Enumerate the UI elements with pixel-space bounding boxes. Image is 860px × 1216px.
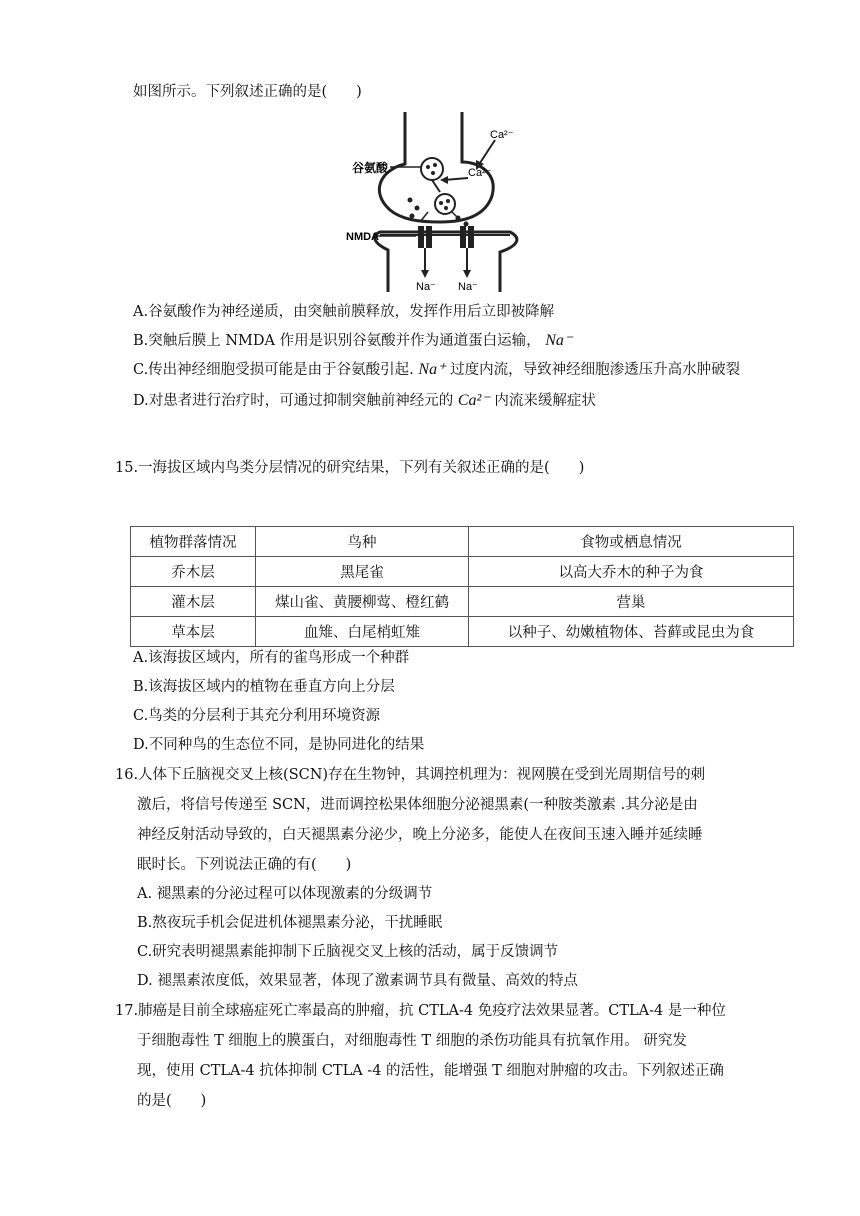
table-cell: 以种子、幼嫩植物体、苔藓或昆虫为食	[469, 617, 794, 647]
q15-stem: 15.一海拔区域内鸟类分层情况的研究结果，下列有关叙述正确的是( )	[115, 460, 585, 476]
q16-line-4: 眠时长。下列说法正确的有( )	[137, 857, 352, 873]
bird-layer-table	[130, 526, 794, 647]
q16-option-a: A. 褪黑素的分泌过程可以体现激素的分级调节	[137, 886, 433, 902]
q15-option-d: D.不同种鸟的生态位不同，是协同进化的结果	[133, 737, 425, 753]
q14-option-c-pre: C.传出神经细胞受损可能是由于谷氨酸引起.	[133, 362, 414, 378]
q17-line-4: 的是( )	[137, 1093, 207, 1109]
sodium-label-left: Na⁻	[416, 281, 436, 292]
nmda-label: NMDA	[346, 231, 379, 243]
sodium-label-right: Na⁻	[458, 281, 478, 292]
q17-line-2: 于细胞毒性 T 细胞上的膜蛋白，对细胞毒性 T 细胞的杀伤功能具有抗氧作用。 研究发	[137, 1033, 687, 1049]
calcium-label-mid: Ca²⁻	[468, 167, 492, 179]
table-cell: 草本层	[131, 617, 256, 647]
table-cell: 营巢	[469, 587, 794, 617]
table-cell: 乔木层	[131, 557, 256, 587]
table-cell: 煤山雀、黄腰柳莺、橙红鹤	[256, 587, 469, 617]
table-cell: 以高大乔木的种子为食	[469, 557, 794, 587]
q14-option-d	[133, 391, 596, 411]
q14-option-c	[133, 360, 740, 380]
table-header-row	[131, 527, 794, 557]
q14-option-c-ion: Na⁺	[418, 361, 446, 378]
table-cell: 血雉、白尾梢虹雉	[256, 617, 469, 647]
q14-option-b-ion: Na⁻	[545, 332, 573, 349]
q14-option-d-ion: Ca²⁻	[457, 392, 490, 409]
q14-option-a: A.谷氨酸作为神经递质，由突触前膜释放，发挥作用后立即被降解	[133, 304, 555, 320]
q16-line-1: 16.人体下丘脑视交叉上核(SCN)存在生物钟，其调控机理为：视网膜在受到光周期信号的刺	[115, 767, 706, 783]
table-header-cell: 植物群落情况	[131, 527, 256, 557]
table-header-cell: 鸟种	[256, 527, 469, 557]
q16-option-d: D. 褪黑素浓度低，效果显著，体现了激素调节具有微量、高效的特点	[137, 973, 578, 989]
calcium-label-top: Ca²⁻	[490, 129, 514, 141]
table-row	[131, 617, 794, 647]
q16-line-2: 激后，将信号传递至 SCN，进而调控松果体细胞分泌褪黑素(一种胺类激素 .其分泌是由	[137, 797, 698, 813]
q15-option-a: A.该海拔区域内，所有的雀鸟形成一个种群	[133, 650, 410, 666]
q14-stem-tail: 如图所示。下列叙述正确的是( )	[133, 84, 362, 100]
q15-option-c: C.鸟类的分层利于其充分利用环境资源	[133, 708, 381, 724]
q14-option-d-pre: D.对患者进行治疗时，可通过抑制突触前神经元的	[133, 393, 454, 409]
q16-option-b: B.熬夜玩手机会促进机体褪黑素分泌，干扰睡眠	[137, 915, 443, 931]
q16-option-c: C.研究表明褪黑素能抑制下丘脑视交叉上核的活动，属于反馈调节	[137, 944, 559, 960]
q14-option-d-post: 内流来缓解症状	[494, 393, 596, 409]
q14-option-c-post: 过度内流，导致神经细胞渗透压升高水肿破裂	[450, 362, 741, 378]
q14-option-b	[133, 331, 572, 351]
q16-line-3: 神经反射活动导致的，白天褪黑素分泌少，晚上分泌多，能使人在夜间玉速入睡并延续睡	[137, 827, 703, 843]
q17-line-3: 现，使用 CTLA-4 抗体抑制 CTLA -4 的活性，能增强 T 细胞对肿瘤的攻击。下列叙述正确	[137, 1063, 724, 1079]
table-cell: 黑尾雀	[256, 557, 469, 587]
table-header-cell: 食物或栖息情况	[469, 527, 794, 557]
q17-line-1: 17.肺癌是目前全球癌症死亡率最高的肿瘤，抗 CTLA-4 免疫疗法效果显著。CTLA-4 是一种位	[115, 1003, 726, 1019]
synapse-diagram	[340, 112, 540, 292]
table-cell: 灌木层	[131, 587, 256, 617]
table-row	[131, 587, 794, 617]
glutamate-label: 谷氨酸	[352, 161, 389, 175]
q15-option-b: B.该海拔区域内的植物在垂直方向上分层	[133, 679, 395, 695]
table-row	[131, 557, 794, 587]
q14-option-b-text: B.突触后膜上 NMDA 作用是识别谷氨酸并作为通道蛋白运输，	[133, 333, 541, 349]
